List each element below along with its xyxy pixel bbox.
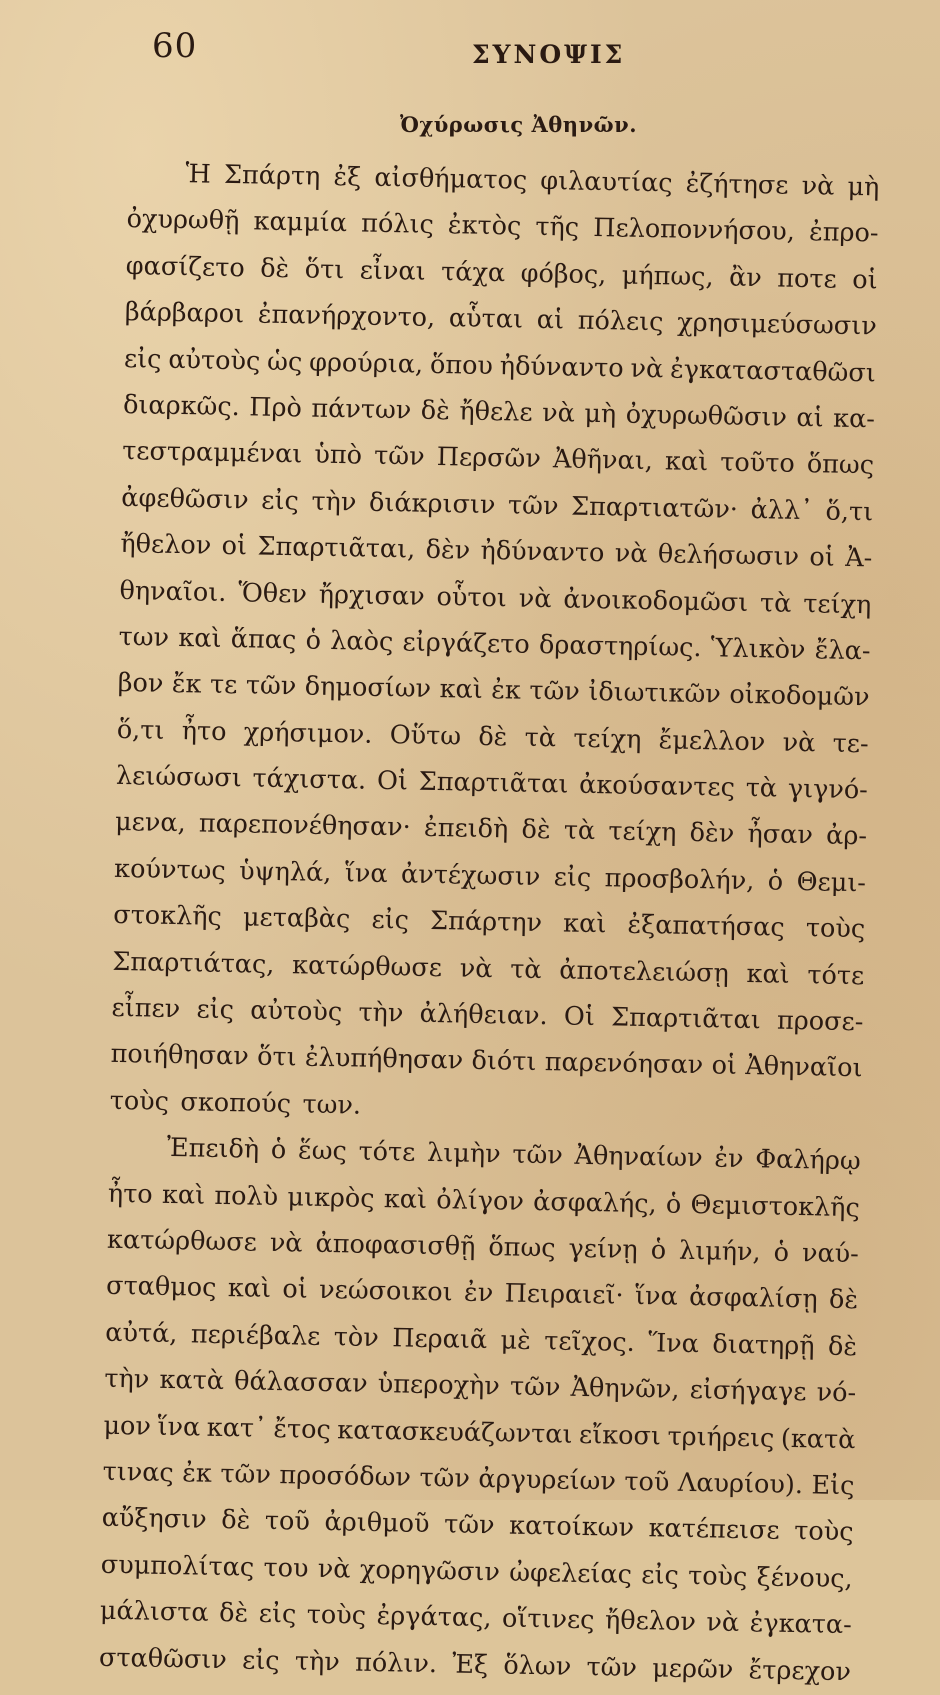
running-title: ΣΥΝΟΨΙΣ — [472, 40, 626, 69]
text-line: βάρβαροι ἐπανήρχοντο, αὗται αἱ πόλεις χρησιμεύσωσιν — [124, 297, 878, 342]
text-line: Ἡ Σπάρτη ἐξ αἰσθήματος φιλαυτίας ἐζήτησε νὰ μὴ — [185, 159, 880, 203]
page-number: 60 — [152, 26, 198, 66]
section-title: Ὀχύρωσις Ἀθηνῶν. — [400, 112, 638, 137]
text-line: φασίζετο δὲ ὅτι εἶναι τάχα φόβος, μήπως, ἂν ποτε οἱ — [125, 250, 878, 296]
text-line: ἀφεθῶσιν εἰς τὴν διάκρισιν τῶν Σπαρτιατῶν· ἀλλ᾽ ὅ,τι — [121, 482, 874, 528]
text-line: τεστραμμέναι ὑπὸ τῶν Περσῶν Ἀθῆναι, καὶ τοῦτο ὅπως — [121, 436, 875, 481]
text-line: θηναῖοι. Ὅθεν ἤρχισαν οὗτοι νὰ ἀνοικοδομῶσι τὰ τείχη — [119, 575, 872, 620]
text-line: ὀχυρωθῇ καμμία πόλις ἐκτὸς τῆς Πελοποννήσου, ἐπρο- — [126, 204, 879, 249]
text-line: Σπαρτιάτας, κατώρθωσε νὰ τὰ ἀποτελειώσῃ καὶ τότε — [112, 946, 865, 991]
paragraph — [99, 1124, 862, 1695]
text-line: σταθῶσιν εἰς τὴν πόλιν. Ἐξ ὅλων τῶν μερῶν ἔτρεχον — [98, 1642, 852, 1687]
text-line: ποιήθησαν ὅτι ἐλυπήθησαν διότι παρενόησαν οἱ Ἀθηναῖοι — [110, 1039, 863, 1084]
text-line: λειώσωσι τάχιστα. Οἱ Σπαρτιᾶται ἀκούσαντες τὰ γιγνό- — [115, 760, 869, 806]
text-line: ἤθελον οἱ Σπαρτιᾶται, δὲν ἠδύναντο νὰ θελήσωσιν οἱ Ἀ- — [120, 529, 873, 574]
text-line: διαρκῶς. Πρὸ πάντων δὲ ἤθελε νὰ μὴ ὀχυρωθῶσιν αἱ κα- — [122, 389, 876, 435]
text-line: κατώρθωσε νὰ ἀποφασισθῇ ὅπως γείνῃ ὁ λιμήν, ὁ ναύ- — [106, 1224, 860, 1270]
text-line: αὔξησιν δὲ τοῦ ἀριθμοῦ τῶν κατοίκων κατέπεισε τοὺς — [101, 1503, 854, 1548]
text-line: συμπολίτας του νὰ χορηγῶσιν ὠφελείας εἰς τοὺς ξένους, — [100, 1549, 853, 1594]
text-line: βον ἔκ τε τῶν δημοσίων καὶ ἐκ τῶν ἰδιωτικῶν οἰκοδομῶν — [117, 668, 870, 713]
text-line: Ἐπειδὴ ὁ ἕως τότε λιμὴν τῶν Ἀθηναίων ἐν Φαλήρῳ — [166, 1133, 861, 1177]
text-line: μον ἵνα κατ᾽ ἔτος κατασκευάζωνται εἴκοσι τριήρεις (κατὰ — [103, 1410, 856, 1455]
text-line: στοκλῆς μεταβὰς εἰς Σπάρτην καὶ ἐξαπατήσας τοὺς — [113, 900, 866, 945]
text-line: τὴν κατὰ θάλασσαν ὑπεροχὴν τῶν Ἀθηνῶν, εἰσήγαγε νό- — [104, 1363, 857, 1409]
text-line: ὅ,τι ἦτο χρήσιμον. Οὕτω δὲ τὰ τείχη ἔμελλον νὰ τε- — [116, 714, 869, 760]
text-line: σταθμος καὶ οἱ νεώσοικοι ἐν Πειραιεῖ· ἵνα ἀσφαλίσῃ δὲ — [105, 1271, 859, 1316]
body-text — [99, 150, 880, 1695]
text-line: αὐτά, περιέβαλε τὸν Περαιᾶ μὲ τεῖχος. Ἵνα διατηρῇ δὲ — [105, 1317, 858, 1362]
text-line: τινας ἐκ τῶν προσόδων τῶν ἀργυρείων τοῦ Λαυρίου). Εἰς — [102, 1456, 855, 1502]
text-line: τοὺς σκοπούς των. — [109, 1085, 362, 1121]
text-line: εἰς αὐτοὺς ὡς φρούρια, ὅπου ἠδύναντο νὰ ἐγκατασταθῶσι — [123, 343, 877, 388]
text-line: μενα, παρεπονέθησαν· ἐπειδὴ δὲ τὰ τείχη δὲν ἦσαν ἀρ- — [114, 807, 868, 852]
text-line: κούντως ὑψηλά, ἵνα ἀντέχωσιν εἰς προσβολήν, ὁ Θεμι- — [113, 853, 867, 899]
paragraph — [109, 150, 880, 1138]
text-line: μάλιστα δὲ εἰς τοὺς ἐργάτας, οἵτινες ἤθελον νὰ ἐγκατα- — [99, 1595, 853, 1641]
text-line: ἦτο καὶ πολὺ μικρὸς καὶ ὀλίγον ἀσφαλής, ὁ Θεμιστοκλῆς — [107, 1178, 861, 1223]
text-line: εἶπεν εἰς αὐτοὺς τὴν ἀλήθειαν. Οἱ Σπαρτιᾶται προσε- — [111, 992, 864, 1038]
text-line: των καὶ ἅπας ὁ λαὸς εἰργάζετο δραστηρίως. Ὑλικὸν ἔλα- — [118, 621, 871, 667]
